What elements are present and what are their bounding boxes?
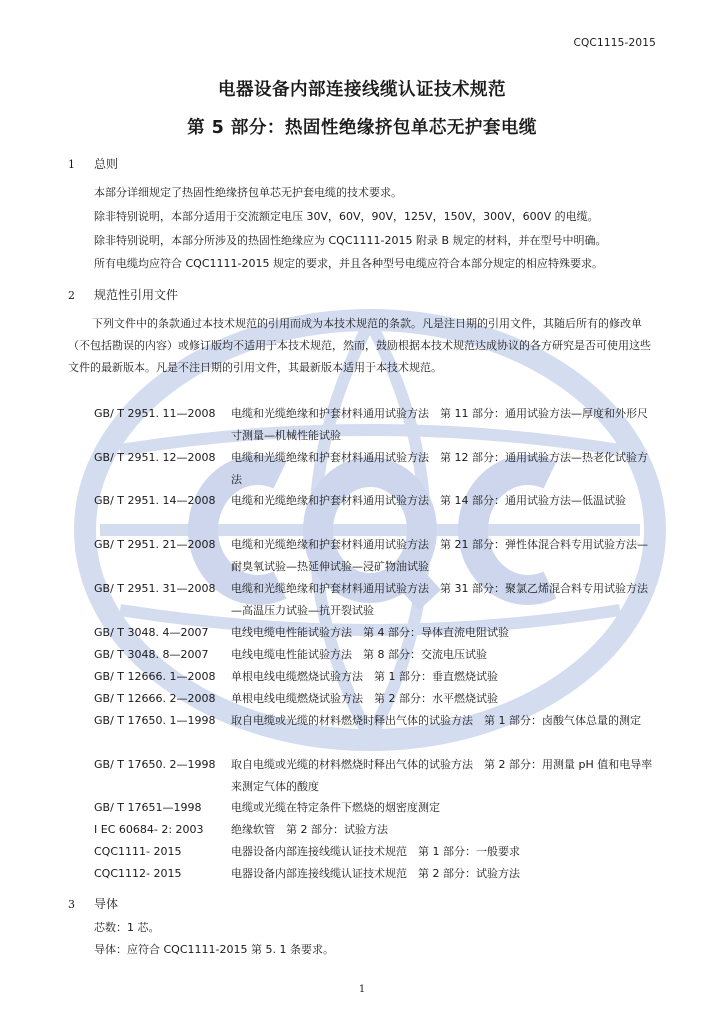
standard-code: CQC1115-2015	[573, 37, 656, 49]
reference-title: 单根电线电缆燃烧试验方法 第 2 部分：水平燃烧试验	[231, 692, 498, 705]
reference-code: GB/ T 12666. 2—2008	[94, 692, 216, 705]
section-number: 3	[68, 898, 75, 911]
reference-title: 取自电缆或光缆的材料燃烧时释出气体的试验方法 第 1 部分：卤酸气体总量的测定	[231, 714, 641, 727]
reference-code: GB/ T 17650. 1—1998	[94, 714, 216, 727]
page-number: 1	[358, 984, 366, 995]
reference-code: GB/ T 2951. 14—2008	[94, 494, 216, 507]
reference-title: 电缆和光缆绝缘和护套材料通用试验方法 第 31 部分：聚氯乙烯混合料专用试验方法—高温压力试验—抗开裂试验	[231, 582, 648, 617]
reference-title: 电线电缆电性能试验方法 第 8 部分：交流电压试验	[231, 648, 487, 661]
section-1-heading	[68, 155, 118, 172]
reference-code: GB/ T 2951. 12—2008	[94, 451, 216, 464]
section-number: 2	[68, 289, 75, 302]
paragraph: 除非特别说明，本部分所涉及的热固性绝缘应为 CQC1111-2015 附录 B 规定的材料，并在型号中明确。	[94, 234, 607, 247]
paragraph: 除非特别说明，本部分适用于交流额定电压 30V，60V，90V，125V，150V，300V，600V 的电缆。	[94, 210, 599, 223]
section-number: 1	[68, 158, 75, 171]
reference-code: CQC1111- 2015	[94, 845, 182, 858]
document-title: 电器设备内部连接线缆认证技术规范	[218, 80, 506, 100]
reference-code: GB/ T 2951. 31—2008	[94, 582, 216, 595]
reference-title: 电线电缆电性能试验方法 第 4 部分：导体直流电阻试验	[231, 626, 509, 639]
paragraph: 导体：应符合 CQC1111-2015 第 5. 1 条要求。	[94, 943, 334, 956]
reference-title: 电缆和光缆绝缘和护套材料通用试验方法 第 12 部分：通用试验方法—热老化试验方法	[231, 451, 648, 486]
reference-code: GB/ T 12666. 1—2008	[94, 670, 216, 683]
reference-title: 单根电线电缆燃烧试验方法 第 1 部分：垂直燃烧试验	[231, 670, 498, 683]
section-title: 规范性引用文件	[94, 288, 179, 302]
reference-code: CQC1112- 2015	[94, 867, 182, 880]
reference-title: 电缆和光缆绝缘和护套材料通用试验方法 第 21 部分：弹性体混合料专用试验方法—耐臭氧试验—热延伸试验—浸矿物油试验	[231, 538, 648, 573]
paragraph: 下列文件中的条款通过本技术规范的引用而成为本技术规范的条款。凡是注日期的引用文件，其随后所有的修改单（不包括勘误的内容）或修订版均不适用于本技术规范，然而，鼓励根据本技术规范达成协议的各方研究是否可使用这些文件的最新版本。凡是不注日期的引用文件，其最新版本适用于本技术规范。	[68, 317, 651, 374]
reference-title: 电器设备内部连接线缆认证技术规范 第 1 部分：一般要求	[231, 845, 520, 858]
reference-title: 电缆或光缆在特定条件下燃烧的烟密度测定	[231, 801, 440, 814]
reference-code: GB/ T 2951. 11—2008	[94, 407, 216, 420]
reference-title: 取自电缆或光缆的材料燃烧时释出气体的试验方法 第 2 部分：用测量 pH 值和电导率来测定气体的酸度	[231, 758, 653, 793]
paragraph: 芯数：1 芯。	[94, 921, 160, 934]
section-title: 总则	[94, 157, 119, 171]
references-intro	[68, 313, 658, 379]
reference-code: I EC 60684- 2: 2003	[94, 823, 204, 836]
reference-code: GB/ T 17651—1998	[94, 801, 202, 814]
reference-code: GB/ T 2951. 21—2008	[94, 538, 216, 551]
section-3-heading	[68, 895, 118, 912]
paragraph: 所有电缆均应符合 CQC1111-2015 规定的要求，并且各种型号电缆应符合本部分规定的相应特殊要求。	[94, 257, 603, 270]
document-subtitle: 第 5 部分：热固性绝缘挤包单芯无护套电缆	[187, 118, 537, 138]
reference-title: 电缆和光缆绝缘和护套材料通用试验方法 第 14 部分：通用试验方法—低温试验	[231, 494, 626, 507]
section-title: 导体	[94, 897, 119, 911]
paragraph: 本部分详细规定了热固性绝缘挤包单芯无护套电缆的技术要求。	[94, 186, 402, 199]
section-2-heading	[68, 286, 178, 303]
reference-title: 绝缘软管 第 2 部分：试验方法	[231, 823, 388, 836]
reference-code: GB/ T 3048. 4—2007	[94, 626, 209, 639]
reference-code: GB/ T 17650. 2—1998	[94, 758, 216, 771]
reference-title: 电缆和光缆绝缘和护套材料通用试验方法 第 11 部分：通用试验方法—厚度和外形尺寸测量—机械性能试验	[231, 407, 648, 442]
reference-title: 电器设备内部连接线缆认证技术规范 第 2 部分：试验方法	[231, 867, 520, 880]
reference-code: GB/ T 3048. 8—2007	[94, 648, 209, 661]
